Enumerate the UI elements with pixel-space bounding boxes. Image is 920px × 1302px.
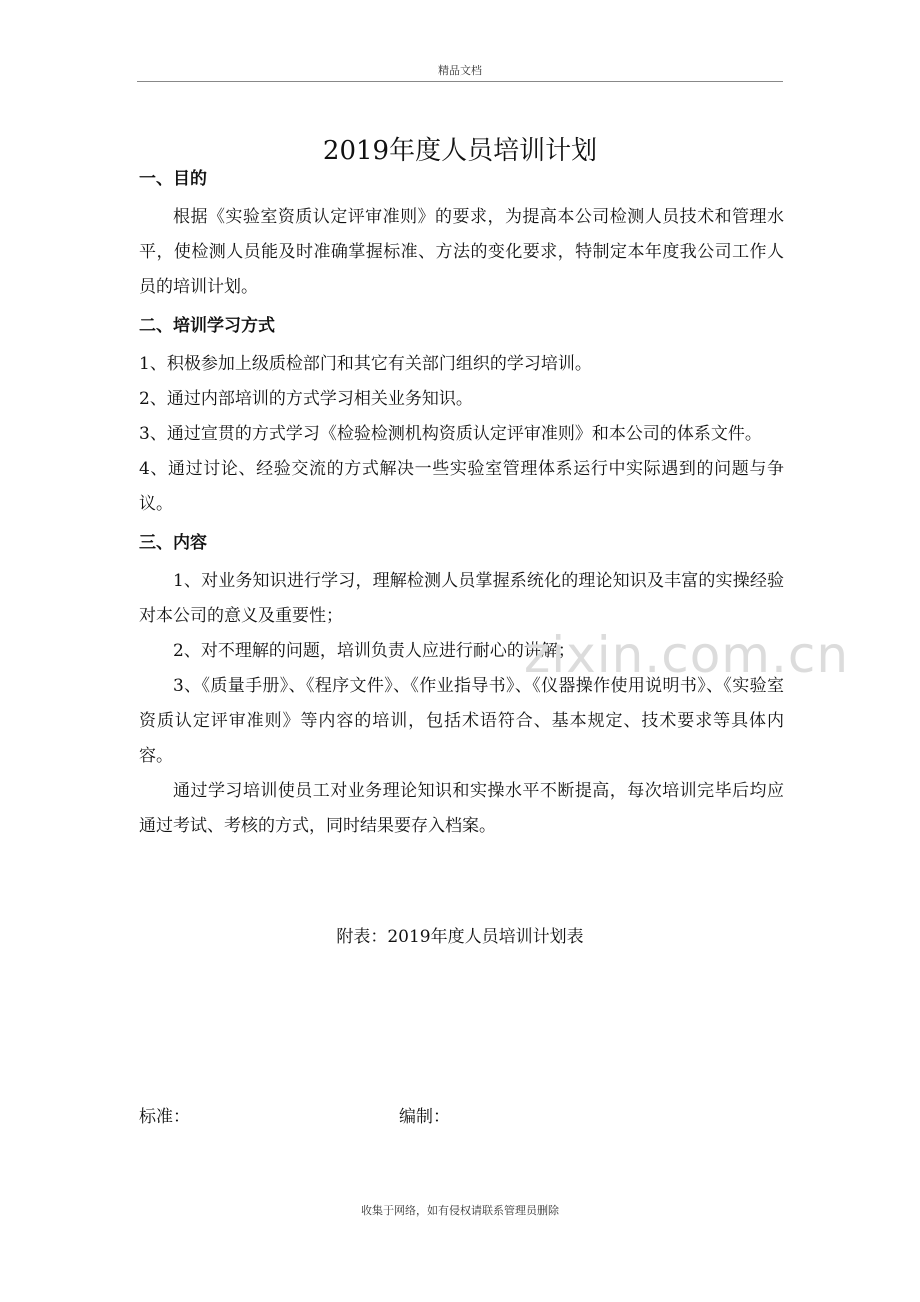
method-item: 2、通过内部培训的方式学习相关业务知识。 bbox=[139, 389, 473, 409]
watermark: zixin.com.cn bbox=[524, 626, 850, 684]
signature-standard: 标准： bbox=[139, 1107, 190, 1127]
content-item: 3、《质量手册》、《程序文件》、《作业指导书》、《仪器操作使用说明书》、《实验室资质认定评审准则》等内容的培训，包括术语符合、基本规定、技术要求等具体内容。 bbox=[139, 676, 784, 766]
attachment-note: 附表：2019年度人员培训计划表 bbox=[336, 927, 584, 947]
section-heading-training-method: 二、培训学习方式 bbox=[139, 316, 275, 336]
signature-prepared: 编制： bbox=[399, 1107, 450, 1127]
method-item: 3、通过宣贯的方式学习《检验检测机构资质认定评审准则》和本公司的体系文件。 bbox=[139, 424, 762, 444]
header-divider bbox=[137, 81, 783, 82]
content-item: 1、对业务知识进行学习，理解检测人员掌握系统化的理论知识及丰富的实操经验对本公司的意义及重要性； bbox=[139, 571, 784, 626]
document-title: 2019年度人员培训计划 bbox=[322, 136, 598, 167]
method-item: 4、通过讨论、经验交流的方式解决一些实验室管理体系运行中实际遇到的问题与争议。 bbox=[139, 459, 784, 514]
closing-paragraph: 通过学习培训使员工对业务理论知识和实操水平不断提高，每次培训完毕后均应通过考试、考核的方式，同时结果要存入档案。 bbox=[139, 781, 784, 836]
section-heading-purpose: 一、目的 bbox=[139, 169, 207, 189]
document-body bbox=[139, 168, 784, 844]
section-heading-content: 三、内容 bbox=[139, 533, 207, 553]
page-header: 精品文档 bbox=[438, 64, 482, 77]
method-item: 1、积极参加上级质检部门和其它有关部门组织的学习培训。 bbox=[139, 354, 592, 374]
page-footer: 收集于网络，如有侵权请联系管理员删除 bbox=[361, 1204, 559, 1217]
purpose-paragraph: 根据《实验室资质认定评审准则》的要求，为提高本公司检测人员技术和管理水平，使检测人员能及时准确掌握标准、方法的变化要求，特制定本年度我公司工作人员的培训计划。 bbox=[139, 207, 784, 297]
content-item: 2、对不理解的问题，培训负责人应进行耐心的讲解； bbox=[173, 641, 575, 661]
